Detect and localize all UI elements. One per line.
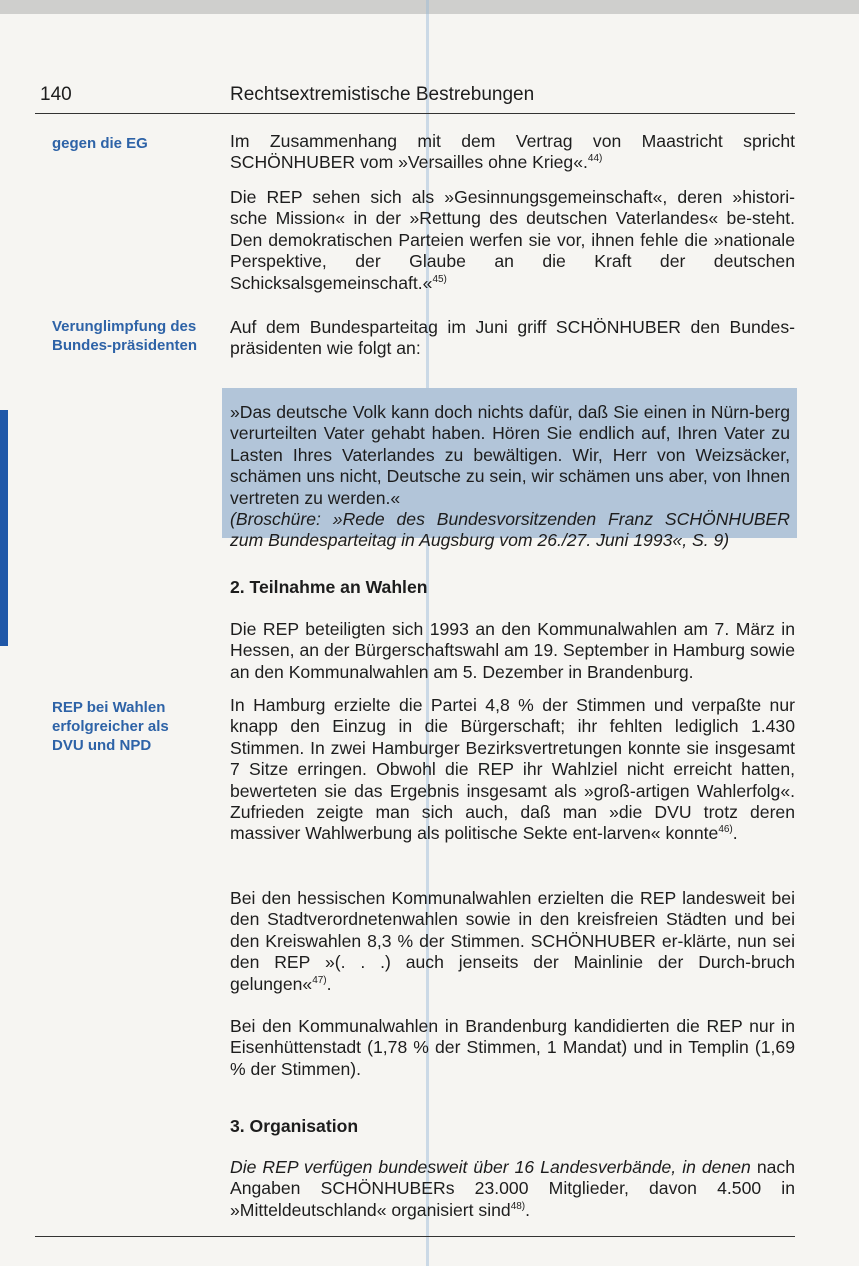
header-rule — [35, 113, 795, 114]
running-header: Rechtsextremistische Bestrebungen — [230, 84, 535, 105]
sidenote-eg: gegen die EG — [52, 135, 148, 152]
heading-teilnahme-wahlen: 2. Teilnahme an Wahlen — [230, 577, 428, 597]
paragraph-brandenburg: Bei den Kommunalwahlen in Brandenburg kandidierten die REP nur in Eisenhüttenstadt (1,78 % der Stimmen, 1 Mandat) und in Templin (1,69 % der Stimmen). — [230, 1016, 795, 1079]
paragraph-bundesparteitag: Auf dem Bundesparteitag im Juni griff SCHÖNHUBER den Bundes-präsidenten wie folgt an: — [230, 317, 795, 359]
paragraph-gesinnungsgemeinschaft: Die REP sehen sich als »Gesinnungsgemeinschaft«, deren »histori-sche Mission« in der »Rettung des deutschen Vaterlandes« be-steht. Den demokratischen Parteien werfen sie vor, ihnen fehle die »nationale Perspektive, der Glaube an die Kraft der deutschen Schicksalsgemeinschaft.«$^{45)}$ — [230, 187, 795, 293]
quote-source: (Broschüre: »Rede des Bundesvorsitzenden Franz SCHÖNHUBER zum Bundesparteitag in Augsburg vom 26./27. Juni 1993«, S. 9) — [230, 509, 790, 551]
quote-box — [222, 388, 797, 551]
sidenote-verunglimpfung: Verunglimpfung des Bundes-präsidenten — [52, 318, 198, 354]
scan-top-border — [0, 0, 859, 14]
paragraph-wahlbeteiligung: Die REP beteiligten sich 1993 an den Kommunalwahlen am 7. März in Hessen, an der Bürgerschaftswahl am 19. September in Hamburg sowie an den Kommunalwahlen am 5. Dezember in Brandenburg. — [230, 619, 795, 682]
quote-text: »Das deutsche Volk kann doch nichts dafür, daß Sie einen in Nürn-berg verurteilten Vater gehabt haben. Hören Sie endlich auf, Ihren Vater zu Lasten Ihres Vaterlandes zu bewältigen. Wir, Herr von Weizsäcker, schämen uns nicht, Deutsche zu sein, wir schämen uns aber, von Ihnen vertreten zu werden.« (Broschüre: »Rede des Bundesvorsitzenden Franz SCHÖNHUBER zum Bundesparteitag in Augsburg vom 26./27. Juni 1993«, S. 9) — [230, 402, 790, 551]
footer-rule — [35, 1236, 795, 1237]
heading-organisation: 3. Organisation — [230, 1116, 359, 1136]
margin-color-tab — [0, 410, 8, 646]
paragraph-maastricht: Im Zusammenhang mit dem Vertrag von Maastricht spricht SCHÖNHUBER vom »Versailles ohne Krieg«.$^{44)}$ — [230, 131, 795, 173]
paragraph-organisation: Die REP verfügen bundesweit über 16 Landesverbände, in denen nach Angaben SCHÖNHUBERs 23.000 Mitglieder, davon 4.500 in »Mitteldeutschland« organisiert sind$^{48)}$. — [230, 1157, 795, 1220]
paragraph-hessen: Bei den hessischen Kommunalwahlen erzielten die REP landesweit bei den Stadtverordnetenwahlen sowie in den kreisfreien Städten und bei den Kreiswahlen 8,3 % der Stimmen. SCHÖNHUBER er-klärte, nun sei den REP »(. . .) auch jenseits der Mainlinie der Durch-bruch gelungen«$^{47)}$. — [230, 888, 795, 994]
page-number: 140 — [40, 84, 72, 105]
sidenote-rep-wahlen: REP bei Wahlen erfolgreicher als DVU und NPD — [52, 699, 169, 754]
paragraph-hamburg: In Hamburg erzielte die Partei 4,8 % der Stimmen und verpaßte nur knapp den Einzug in die Bürgerschaft; ihr fehlten lediglich 1.430 Stimmen. In zwei Hamburger Bezirksvertretungen konnte sie insgesamt 7 Sitze erringen. Obwohl die REP ihr Wahlziel nicht erreicht hatten, bewerteten sie das Ergebnis insgesamt als »groß-artigen Wahlerfolg«. Zufrieden zeigte man sich auch, daß man »die DVU trotz deren massiver Wahlwerbung als politische Sekte ent-larven« konnte$^{46)}$. — [230, 695, 795, 844]
